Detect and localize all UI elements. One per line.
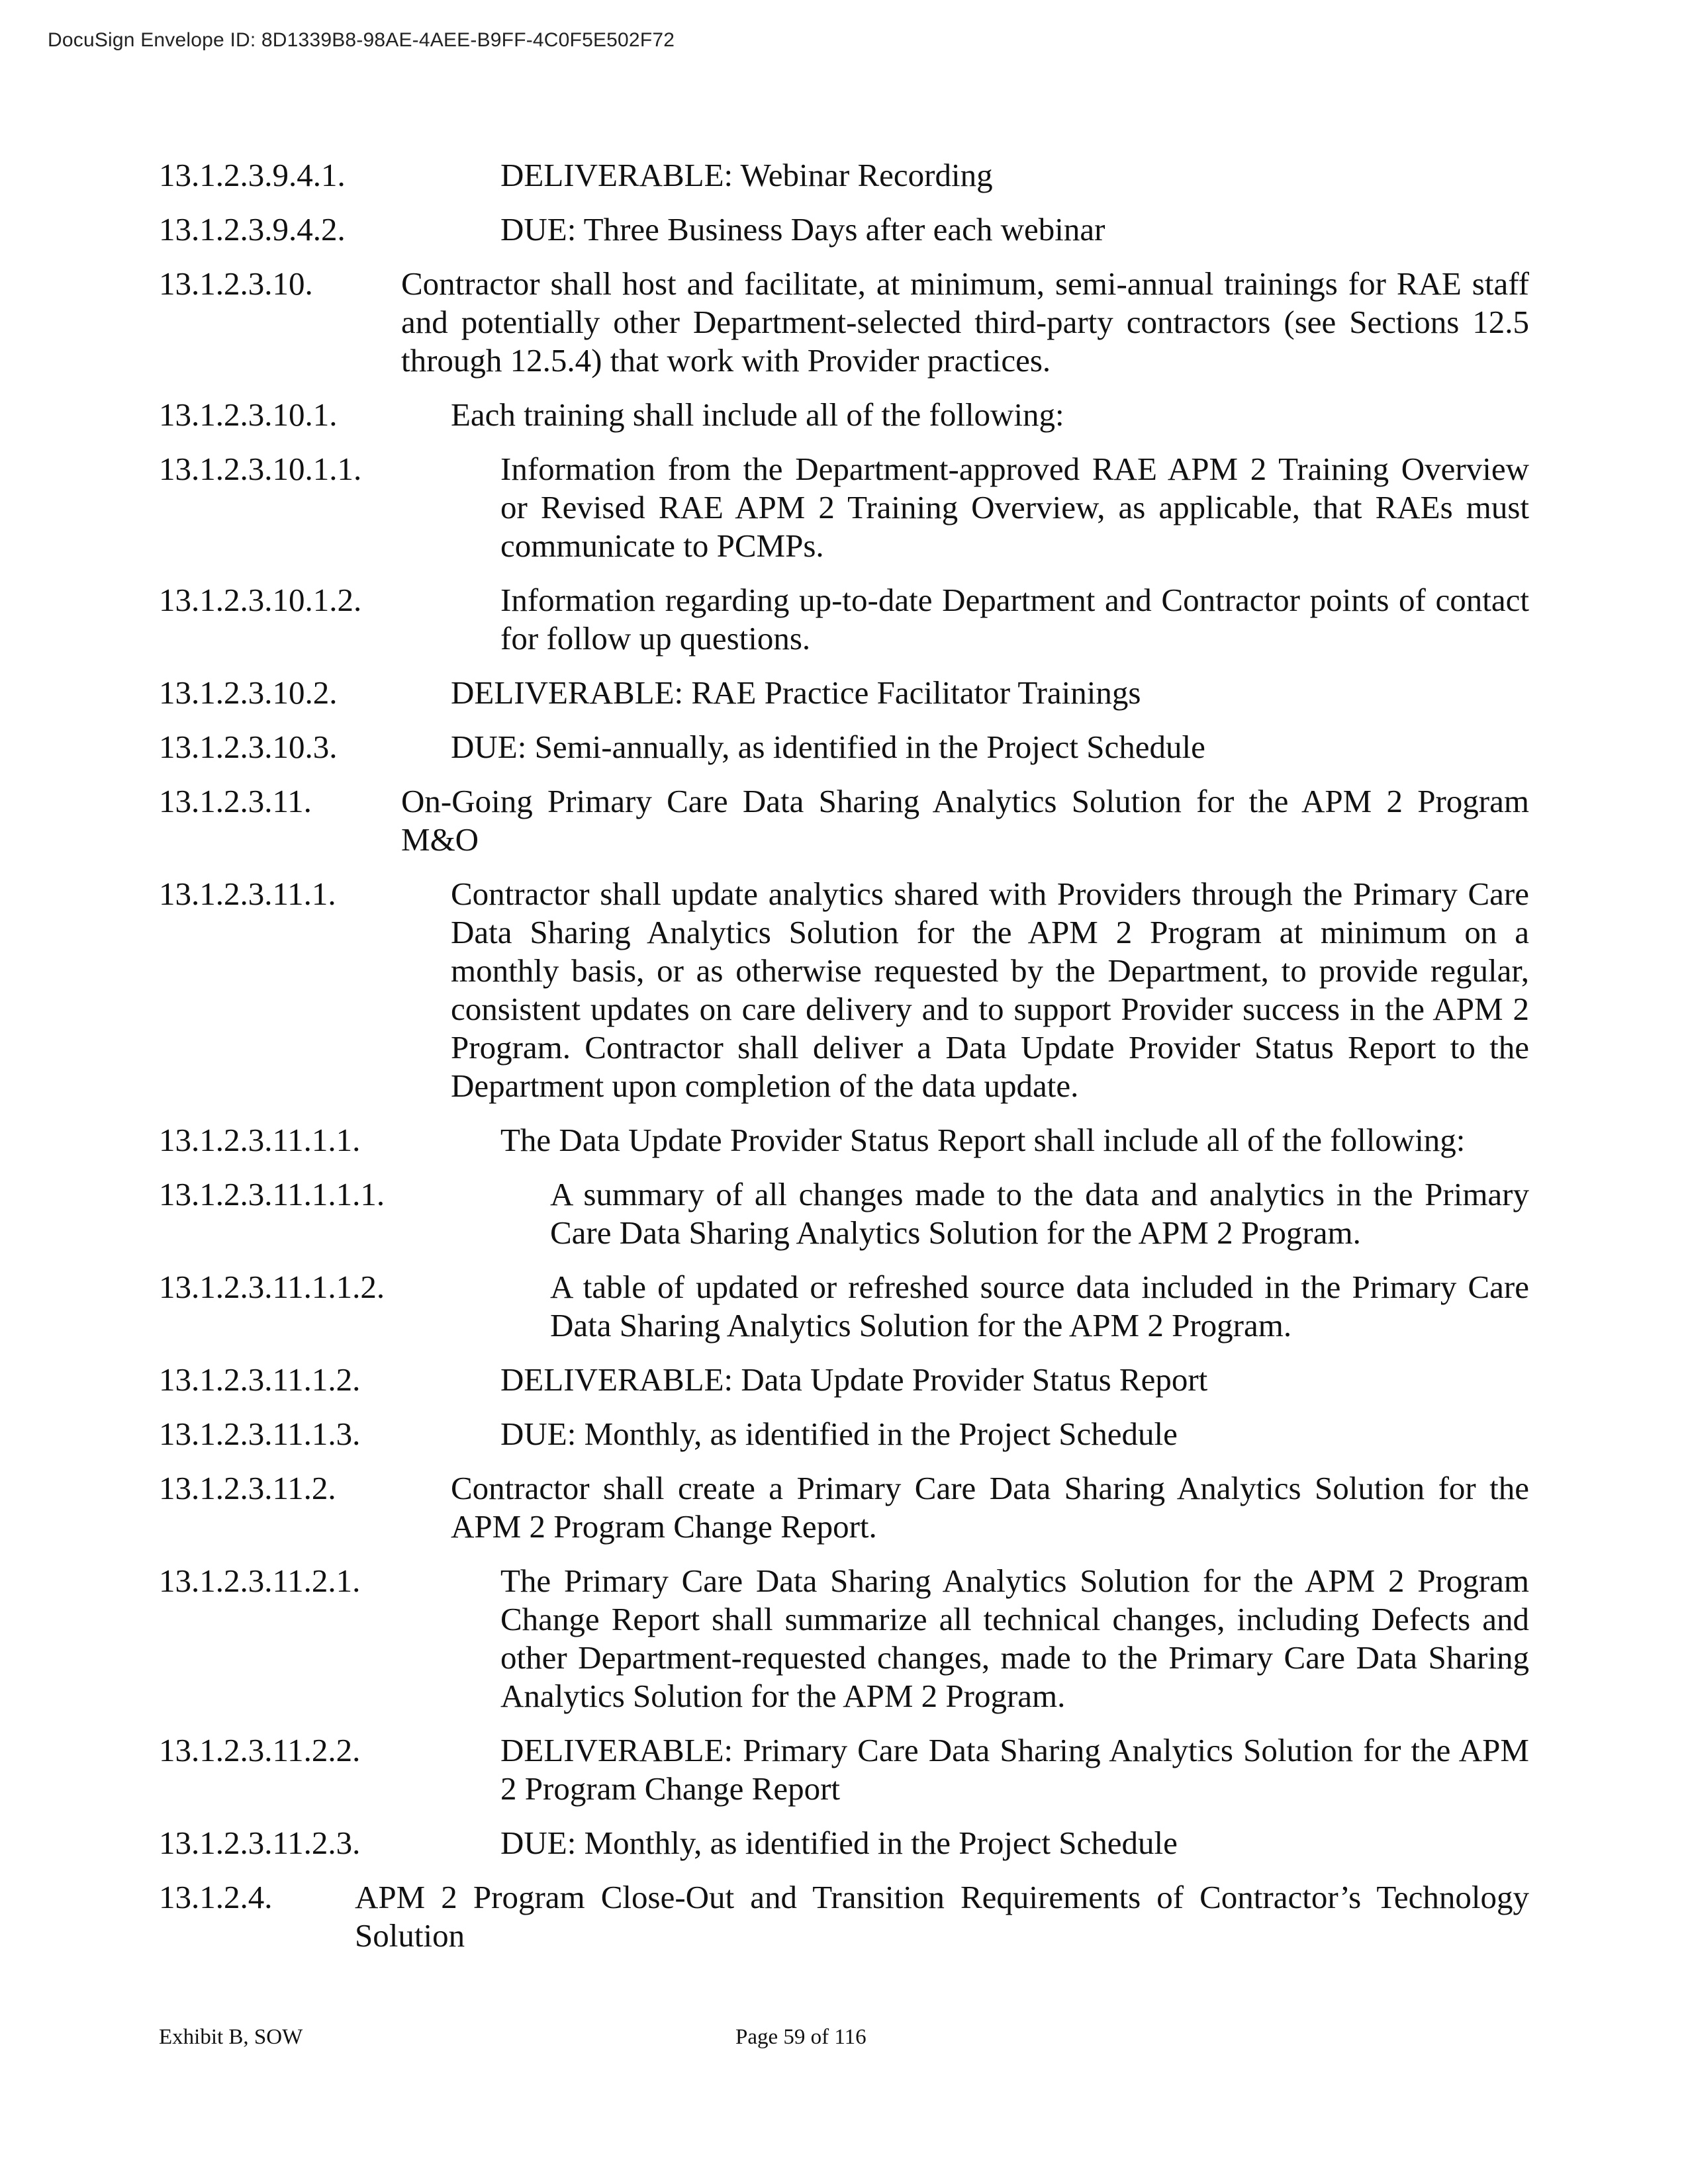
list-item [159,1175,1529,1252]
section-text: DUE: Monthly, as identified in the Project Schedule [500,1416,1178,1452]
section-text: Information from the Department-approved RAE APM 2 Training Overview or Revised RAE APM 2 Training Overview, as applicable, that RAEs must communicate to PCMPs. [500,451,1529,564]
list-item [159,728,1529,766]
list-item [159,1361,1529,1399]
list-item [159,875,1529,1105]
section-text: Contractor shall create a Primary Care Data Sharing Analytics Solution for the APM 2 Program Change Report. [451,1470,1529,1545]
list-item [159,1415,1529,1453]
section-text: The Data Update Provider Status Report shall include all of the following: [500,1122,1466,1158]
section-number: 13.1.2.4. [159,1879,273,1915]
list-item [159,1268,1529,1345]
list-item [159,1121,1529,1160]
section-text: APM 2 Program Close-Out and Transition Requirements of Contractor’s Technology Solution [355,1879,1529,1954]
section-number: 13.1.2.3.11.2. [159,1470,336,1506]
section-number: 13.1.2.3.11.2.1. [159,1563,361,1599]
section-number: 13.1.2.3.11.2.3. [159,1825,361,1861]
section-number: 13.1.2.3.10.3. [159,729,338,765]
section-number: 13.1.2.3.10. [159,265,313,302]
section-text: DELIVERABLE: Webinar Recording [500,157,993,193]
section-text: DUE: Monthly, as identified in the Project Schedule [500,1825,1178,1861]
list-item [159,1562,1529,1715]
section-number: 13.1.2.3.10.2. [159,674,338,711]
section-number: 13.1.2.3.9.4.2. [159,211,346,248]
list-item [159,1824,1529,1862]
list-item [159,1469,1529,1546]
section-number: 13.1.2.3.11.2.2. [159,1732,361,1768]
list-item [159,674,1529,712]
section-text: A summary of all changes made to the data and analytics in the Primary Care Data Sharing Analytics Solution for the APM 2 Program. [550,1176,1529,1251]
section-text: Each training shall include all of the following: [451,396,1064,433]
section-number: 13.1.2.3.10.1.1. [159,451,362,487]
list-item [159,156,1529,195]
section-text: DELIVERABLE: Primary Care Data Sharing Analytics Solution for the APM 2 Program Change Report [500,1732,1529,1807]
envelope-id: DocuSign Envelope ID: 8D1339B8-98AE-4AEE-B9FF-4C0F5E502F72 [48,29,675,51]
section-number: 13.1.2.3.11.1.1.2. [159,1269,385,1305]
section-text: DUE: Semi-annually, as identified in the Project Schedule [451,729,1205,765]
footer-exhibit-label: Exhibit B, SOW [159,2025,303,2049]
list-item [159,450,1529,565]
list-item [159,782,1529,859]
list-item [159,210,1529,249]
section-text: A table of updated or refreshed source data included in the Primary Care Data Sharing Analytics Solution for the APM 2 Program. [550,1269,1529,1343]
section-number: 13.1.2.3.10.1. [159,396,338,433]
section-text: DELIVERABLE: RAE Practice Facilitator Trainings [451,674,1141,711]
section-text: Contractor shall update analytics shared with Providers through the Primary Care Data Sharing Analytics Solution for the APM 2 Program at minimum on a monthly basis, or as otherwise requested by the Department, to provide regular, consistent updates on care delivery and to support Provider success in the APM 2 Program. Contractor shall deliver a Data Update Provider Status Report to the Department upon completion of the data update. [451,876,1529,1104]
section-text: On-Going Primary Care Data Sharing Analytics Solution for the APM 2 Program M&O [401,783,1529,858]
list-item [159,1878,1529,1955]
section-text: Contractor shall host and facilitate, at minimum, semi-annual trainings for RAE staff and potentially other Department-selected third-party contractors (see Sections 12.5 through 12.5.4) that work with Provider practices. [401,265,1529,379]
section-number: 13.1.2.3.11. [159,783,312,819]
section-number: 13.1.2.3.11.1.2. [159,1361,361,1398]
document-body [159,156,1529,1971]
section-number: 13.1.2.3.11.1.1.1. [159,1176,385,1212]
section-number: 13.1.2.3.10.1.2. [159,582,362,618]
list-item [159,396,1529,434]
section-number: 13.1.2.3.11.1. [159,876,336,912]
section-number: 13.1.2.3.11.1.3. [159,1416,361,1452]
section-text: DELIVERABLE: Data Update Provider Status Report [500,1361,1208,1398]
list-item [159,581,1529,658]
list-item [159,1731,1529,1808]
section-number: 13.1.2.3.9.4.1. [159,157,346,193]
section-text: Information regarding up-to-date Department and Contractor points of contact for follow up questions. [500,582,1529,657]
list-item [159,265,1529,380]
section-number: 13.1.2.3.11.1.1. [159,1122,361,1158]
section-text: The Primary Care Data Sharing Analytics Solution for the APM 2 Program Change Report shall summarize all technical changes, including Defects and other Department-requested changes, made to the Primary Care Data Sharing Analytics Solution for the APM 2 Program. [500,1563,1529,1714]
page-number: Page 59 of 116 [735,2025,867,2049]
section-text: DUE: Three Business Days after each webinar [500,211,1105,248]
